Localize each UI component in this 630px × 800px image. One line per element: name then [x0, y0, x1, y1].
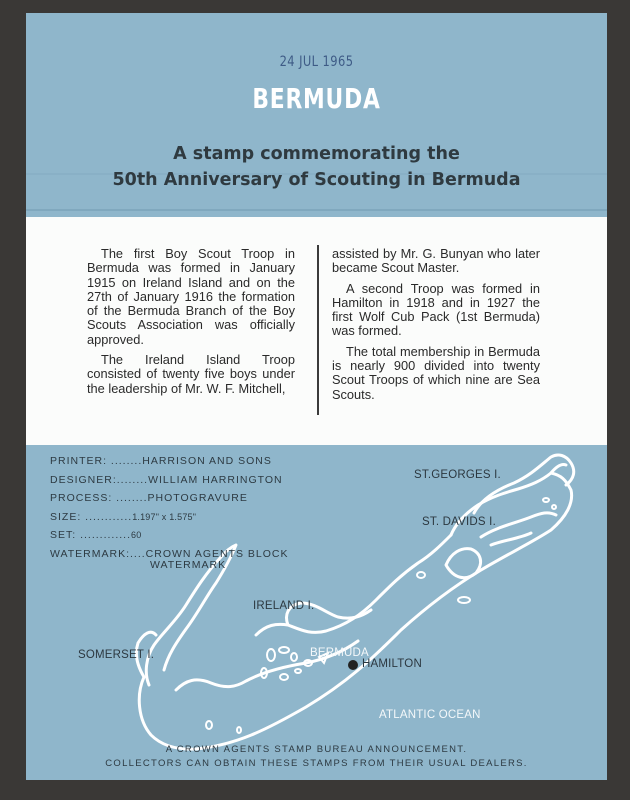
paragraph: A second Troop was formed in Hamilton in 1918 and in 1927 the first Wolf Cub Pack (1st Bermuda) was formed.	[332, 280, 540, 339]
map-label-bermuda: BERMUDA	[310, 647, 369, 659]
paragraph: The first Boy Scout Troop in Bermuda was formed in January 1915 on Ireland Island and on the 27th of January 1916 the formation of the Bermuda Branch of the Boy Scouts Association was officially approved.	[87, 246, 295, 347]
spec-row-set	[50, 529, 289, 548]
announcement-sheet	[26, 13, 607, 780]
spec-row-size	[50, 511, 289, 530]
map-label-hamilton: HAMILTON	[362, 658, 422, 670]
fold-crease	[26, 209, 607, 211]
spec-key: PRINTER: ........	[50, 455, 143, 467]
spec-row-process	[50, 492, 289, 511]
spec-row-designer	[50, 474, 289, 493]
spec-key: SIZE: ............	[50, 510, 133, 523]
paragraph: assisted by Mr. G. Bunyan who later became Scout Master.	[332, 246, 540, 276]
spec-value: WILLIAM HARRINGTON	[148, 473, 283, 486]
text-band	[26, 217, 607, 445]
spec-key: SET: .............	[50, 529, 132, 541]
right-column	[332, 247, 540, 408]
map-label-ireland: IRELAND I.	[253, 600, 315, 612]
map-label-st-davids: ST. DAVIDS I.	[422, 516, 496, 528]
spec-key: DESIGNER:........	[50, 473, 149, 486]
column-divider	[317, 245, 319, 415]
spec-key: WATERMARK:....	[50, 547, 146, 560]
spec-value: HARRISON AND SONS	[142, 455, 272, 467]
hamilton-marker-icon	[348, 660, 358, 670]
stamp-specs	[50, 455, 289, 571]
spec-value: 60	[131, 530, 142, 540]
page-title: BERMUDA	[252, 82, 381, 115]
spec-row-printer	[50, 455, 289, 474]
subtitle-line-1: A stamp commemorating the	[173, 144, 460, 164]
footer-line-1: A CROWN AGENTS STAMP BUREAU ANNOUNCEMENT.	[165, 744, 468, 755]
spec-value: CROWN AGENTS BLOCK	[145, 547, 289, 560]
paragraph: The Ireland Island Troop consisted of twenty five boys under the leadership of Mr. W. F. Mitchell,	[87, 352, 295, 396]
date-stamp: 24 JUL 1965	[279, 54, 354, 70]
map-label-atlantic: ATLANTIC OCEAN	[379, 709, 481, 721]
left-column	[87, 247, 295, 402]
paragraph: The total membership in Bermuda is nearly 900 divided into twenty Scout Troops of which nine are Sea Scouts.	[332, 343, 540, 402]
subtitle-line-2: 50th Anniversary of Scouting in Bermuda	[112, 170, 521, 190]
map-label-st-georges: ST.GEORGES I.	[414, 469, 501, 481]
spec-key: PROCESS: ........	[50, 492, 148, 504]
spec-value-continued: WATERMARK	[150, 559, 227, 571]
map-st-georges	[474, 455, 574, 513]
footer-line-2: COLLECTORS CAN OBTAIN THESE STAMPS FROM THEIR USUAL DEALERS.	[105, 758, 528, 769]
map-harbour-inner	[491, 533, 531, 545]
spec-value: PHOTOGRAVURE	[147, 492, 248, 504]
map-label-somerset: SOMERSET I.	[78, 649, 155, 661]
subtitle	[26, 141, 607, 193]
map-harrington-sound	[446, 549, 481, 578]
spec-value: 1.197" x 1.575"	[132, 511, 197, 522]
